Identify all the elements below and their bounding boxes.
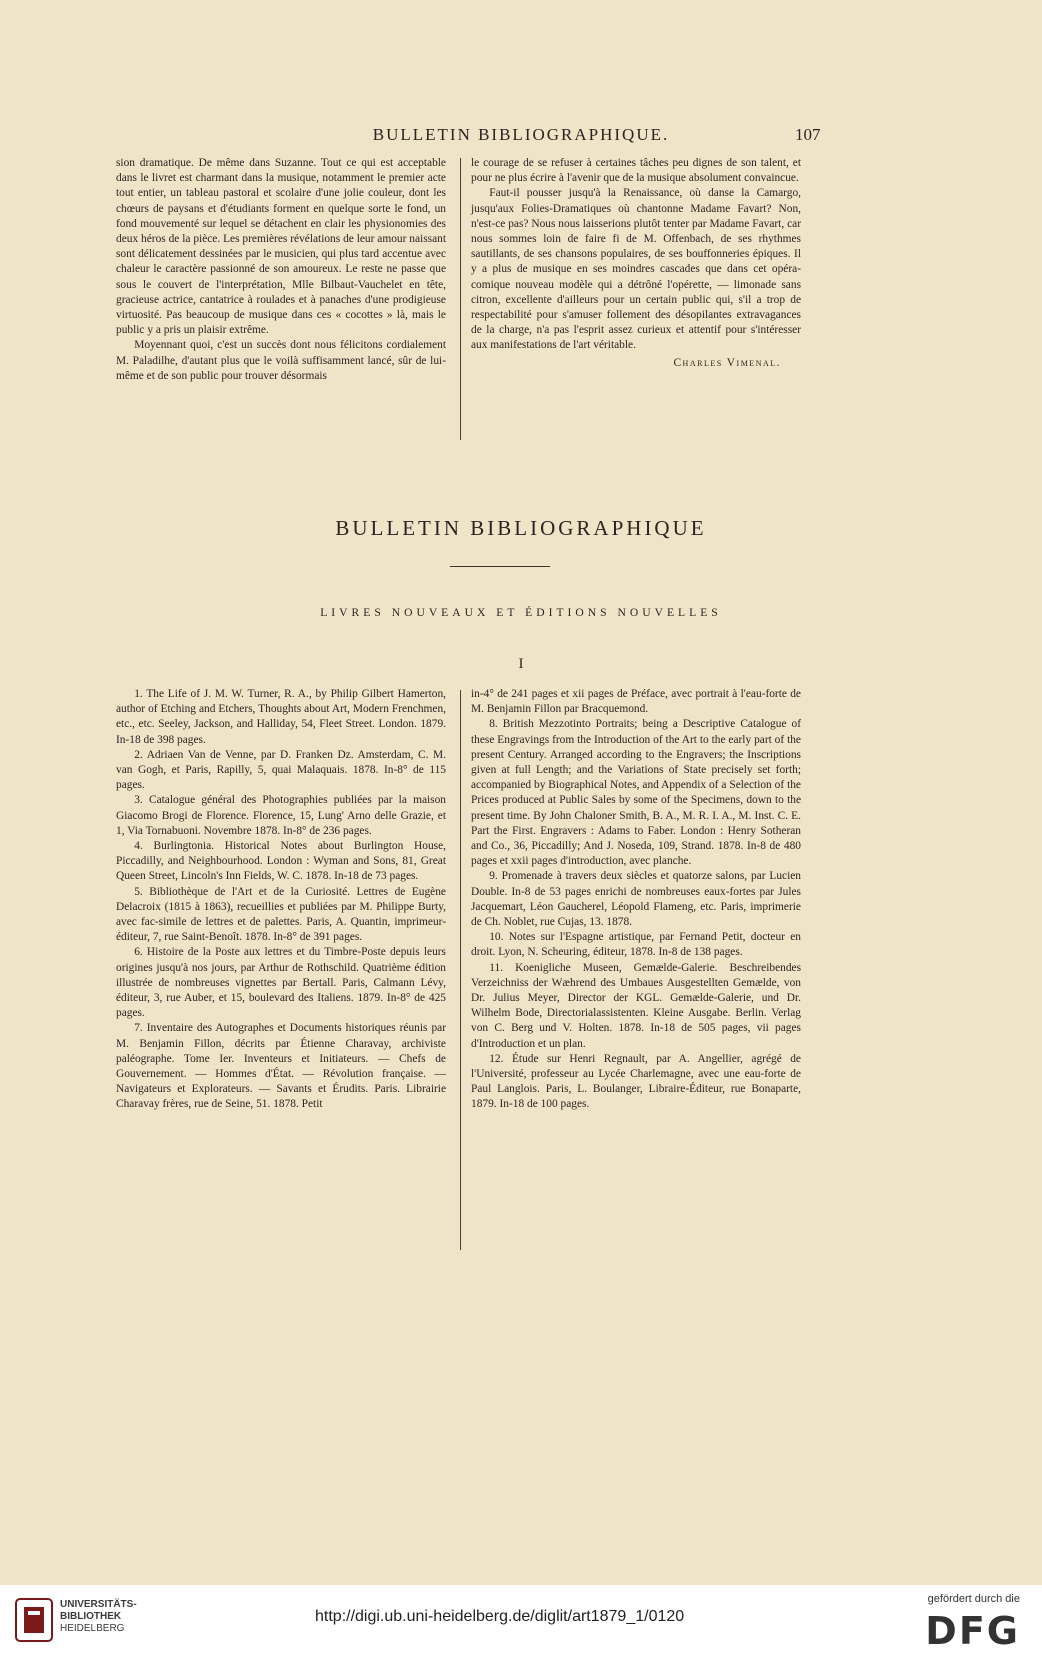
author-signature: Charles Vimenal. <box>673 356 781 369</box>
bib-entry: in-4° de 241 pages et xii pages de Préface, avec portrait à l'eau-forte de M. Benjamin Fillon par Bracquemond. <box>471 688 801 716</box>
permalink-url[interactable]: http://digi.ub.uni-heidelberg.de/diglit/art1879_1/0120 <box>315 1608 685 1625</box>
bibliography-left-column <box>116 687 446 1113</box>
bibliography-right-column <box>471 687 801 1113</box>
bib-entry: 5. Bibliothèque de l'Art et de la Curiosité. Lettres de Eugène Delacroix (1815 à 1863), recueillies et publiées par M. Philippe Burty, avec fac-simile de lettres et de palettes. Paris, A. Quantin, imprimeur-éditeur, 7, rue Saint-Benoît. 1878. In-8° de 391 pages. <box>116 885 446 944</box>
bib-entry: 4. Burlingtonia. Historical Notes about Burlington House, Piccadilly, and Neighbourhood. London : Wyman and Sons, 81, Great Queen Street, Lincoln's Inn Fields, W. C. 1878. In-18 de 73 pages. <box>116 840 446 883</box>
title-rule <box>450 566 550 567</box>
section-title: BULLETIN BIBLIOGRAPHIQUE <box>335 516 707 540</box>
page-number: 107 <box>795 125 821 144</box>
paragraph: Moyennant quoi, c'est un succès dont nous félicitons cordialement M. Paladilhe, d'autant plus que le voilà suffisamment lancé, sûr de lui-même et de son public pour trouver désormais <box>116 339 446 382</box>
section-numeral: I <box>518 656 524 672</box>
library-name[interactable] <box>60 1599 137 1635</box>
paragraph: sion dramatique. De même dans Suzanne. Tout ce qui est acceptable dans le livret est charmant dans la musique, notamment le premier acte tout entier, un tableau pastoral et scolaire d'une jolie couleur, dont les chœurs de paysans et d'étudiants forment en quelque sorte le fond, un fond mouvementé sur lequel se détachent en clair les physionomies des deux héros de la pièce. Les premières révélations de leur amour naissant sont délicatement dessinées par le musicien, qui plus tard accentue avec chaleur le caractère passionné de son amoureux. Le reste ne passe que sous le couvert de l'interprétation, Mlle Bilbaut-Vauchelet en tête, gracieuse actrice, cantatrice à roulades et à panaches d'une prodigieuse virtuosité. Pas beaucoup de musique dans ces « cocottes » là, mais le public y a pris un plaisir extrême. <box>116 157 446 337</box>
running-head: BULLETIN BIBLIOGRAPHIQUE. <box>372 125 670 144</box>
bib-entry: 10. Notes sur l'Espagne artistique, par Fernand Petit, docteur en droit. Lyon, N. Scheuring, éditeur, 1878. In-8 de 138 pages. <box>471 931 801 959</box>
funding-note: gefördert durch die <box>927 1593 1020 1605</box>
bib-entry: 12. Étude sur Henri Regnault, par A. Angellier, agrégé de l'Université, professeur au Lycée Charlemagne, avec une eau-forte de Paul Langlois. Paris, L. Boulanger, Libraire-Éditeur, rue Bonaparte, 1879. In-18 de 100 pages. <box>471 1052 801 1111</box>
bib-entry: 8. British Mezzotinto Portraits; being a Descriptive Catalogue of these Engravings from the Introduction of the Art to the early part of the present Century. Arranged according to the Engravers; the Inscriptions given at full Length; and the Variations of State precisely set forth; accompanied by Biographical Notes, and Appendix of a Selection of the Prices produced at Public Sales by some of the Specimens, down to the present time. By John Chaloner Smith, B. A., M. R. I. A., M. Inst. C. E. Part the First. Engravers : Adams to Faber. London : Henry Sotheran and Co., 36, Piccadilly; And J. Noseda, 109, Strand. 1878. In-8 de 480 pages et xxii pages d'introduction, avec planche. <box>471 718 801 868</box>
dfg-logo[interactable]: DFG <box>925 1609 1020 1653</box>
column-divider <box>460 158 461 440</box>
library-name-line: UNIVERSITÄTS- <box>60 1599 137 1610</box>
top-left-column <box>116 156 446 384</box>
bib-entry: 2. Adriaen Van de Venne, par D. Franken Dz. Amsterdam, C. M. van Gogh, et Paris, Rapilly, 5, quai Malaquais. 1878. In-8° de 115 pages. <box>116 748 446 792</box>
library-name-line: BIBLIOTHEK <box>60 1611 122 1622</box>
library-name-line: HEIDELBERG <box>60 1623 125 1634</box>
paragraph: Faut-il pousser jusqu'à la Renaissance, où danse la Camargo, jusqu'aux Folies-Dramatiques où chantonne Madame Favart? Non, n'est-ce pas? Nous nous laisserions plutôt tenter par Madame Favart, car nous sommes loin de faire fi de M. Offenbach, de ses rhythmes sautillants, de ses chansons populaires, de ses bouffonneries épiques. Il y a plus de musique en ses moindres cascades que dans cet opéra-comique nouveau modèle qui a détrôné l'opérette, — limonade sans citron, excellente d'ailleurs pour un certain public qui, s'il a trop de respectabilité pour s'amuser follement des désopilantes extravagances de la charge, n'a pas l'esprit assez curieux et attentif pour s'intéresser aux manifestations de l'art véritable. <box>471 187 801 352</box>
library-seal-icon <box>14 1597 54 1643</box>
top-right-column <box>471 156 801 371</box>
bib-entry: 11. Koenigliche Museen, Gemælde-Galerie. Beschreibendes Verzeichniss der Wæhrend des Umbaues Ausgestellten Gemælde, von Dr. Julius Meyer, Director der KGL. Gemælde-Galerie, und Dr. Wilhelm Bode, Directorialassistenten. Kleine Ausgabe. Berlin. Verlag von C. Berg und V. Holten. 1878. In-18 de 505 pages, vii pages d'Introduction et un plan. <box>471 961 801 1050</box>
bib-entry: 7. Inventaire des Autographes et Documents historiques réunis par M. Benjamin Fillon, décrits par Étienne Charavay, archiviste paléographe. Tome Ier. Inventeurs et Initiateurs. — Chefs de Gouvernement. — Hommes d'État. — Révolution française. — Navigateurs et Explorateurs. — Savants et Érudits. Paris. Librairie Charavay frères, rue de Seine, 51. 1878. Petit <box>116 1022 446 1111</box>
section-subheading: LIVRES NOUVEAUX ET ÉDITIONS NOUVELLES <box>320 606 722 619</box>
paragraph: le courage de se refuser à certaines tâches peu dignes de son talent, et pour ne plus écrire à l'avenir que de la musique absolument convaincue. <box>471 157 801 185</box>
viewer-footer <box>0 1585 1042 1660</box>
bib-entry: 3. Catalogue général des Photographies publiées par la maison Giacomo Brogi de Florence. Florence, 15, Lung' Arno delle Grazie, et 1, Via Tornabuoni. Novembre 1878. In-8° de 236 pages. <box>116 794 446 837</box>
column-divider <box>460 690 461 1250</box>
bib-entry: 6. Histoire de la Poste aux lettres et du Timbre-Poste depuis leurs origines jusqu'à nos jours, par Arthur de Rothschild. Quatrième édition illustrée de nombreuses vignettes par Bertall. Paris, Calmann Lévy, éditeur, 3, rue Auber, et 15, boulevard des Italiens. 1879. In-8° de 425 pages. <box>116 946 446 1020</box>
bib-entry: 1. The Life of J. M. W. Turner, R. A., by Philip Gilbert Hamerton, author of Etching and Etchers, Thoughts about Art, Modern Frenchmen, etc., etc. Seeley, Jackson, and Halliday, 54, Fleet Street. London. 1879. In-18 de 398 pages. <box>116 688 446 746</box>
bib-entry: 9. Promenade à travers deux siècles et quatorze salons, par Lucien Double. In-8 de 53 pages enrichi de nombreuses eaux-fortes par Jules Jacquemart, Léon Gaucherel, Léopold Flameng, etc. Paris, imprimerie de Ch. Noblet, rue Cujas, 13. 1878. <box>471 870 801 929</box>
